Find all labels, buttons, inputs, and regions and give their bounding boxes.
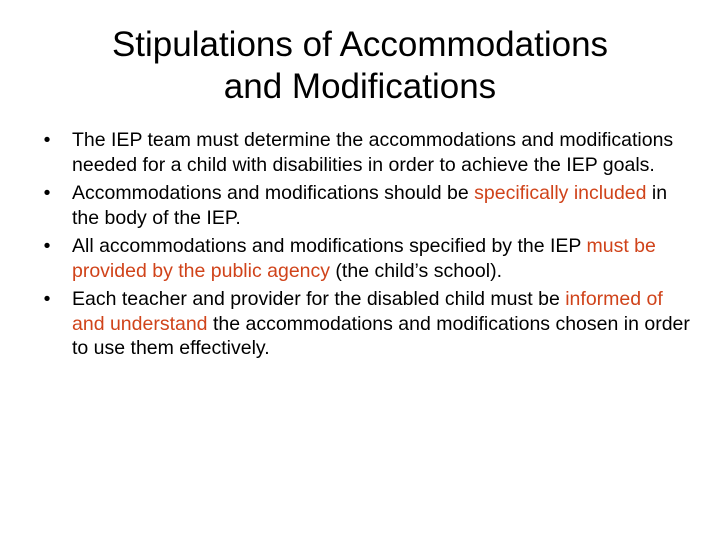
bullet-list xyxy=(28,128,692,365)
bullet-text: (the child’s school). xyxy=(330,259,502,282)
bullet-item xyxy=(28,128,692,177)
slide-title-line-2: and Modifications xyxy=(223,67,497,106)
bullet-text: All accommodations and modifications specified by the IEP xyxy=(72,235,587,257)
slide-title-line-1: Stipulations of Accommodations xyxy=(111,25,609,64)
bullet-marker: • xyxy=(43,129,51,151)
bullet-highlight-text: specifically included xyxy=(474,182,647,204)
bullet-text: Accommodations and modifications should be xyxy=(72,182,475,204)
bullet-text: The IEP team must determine the accommodations and modifications needed for a child with disabilities in order to achieve the IEP goals. xyxy=(72,129,674,176)
bullet-item xyxy=(28,181,692,230)
slide-title xyxy=(40,24,680,108)
bullet-highlight-text: informed of and understand xyxy=(72,288,663,335)
bullet-item xyxy=(28,234,692,283)
bullet-marker: • xyxy=(43,182,51,204)
bullet-highlight-text: must be provided by the public agency xyxy=(72,235,656,282)
bullet-text: Each teacher and provider for the disabled child must be xyxy=(72,288,566,310)
bullet-marker: • xyxy=(43,235,51,257)
bullet-text: in the body of the IEP. xyxy=(72,182,668,229)
bullet-text: the accommodations and modifications chosen in order to use them effectively. xyxy=(72,312,690,359)
bullet-item xyxy=(28,287,692,361)
bullet-marker: • xyxy=(43,288,51,310)
